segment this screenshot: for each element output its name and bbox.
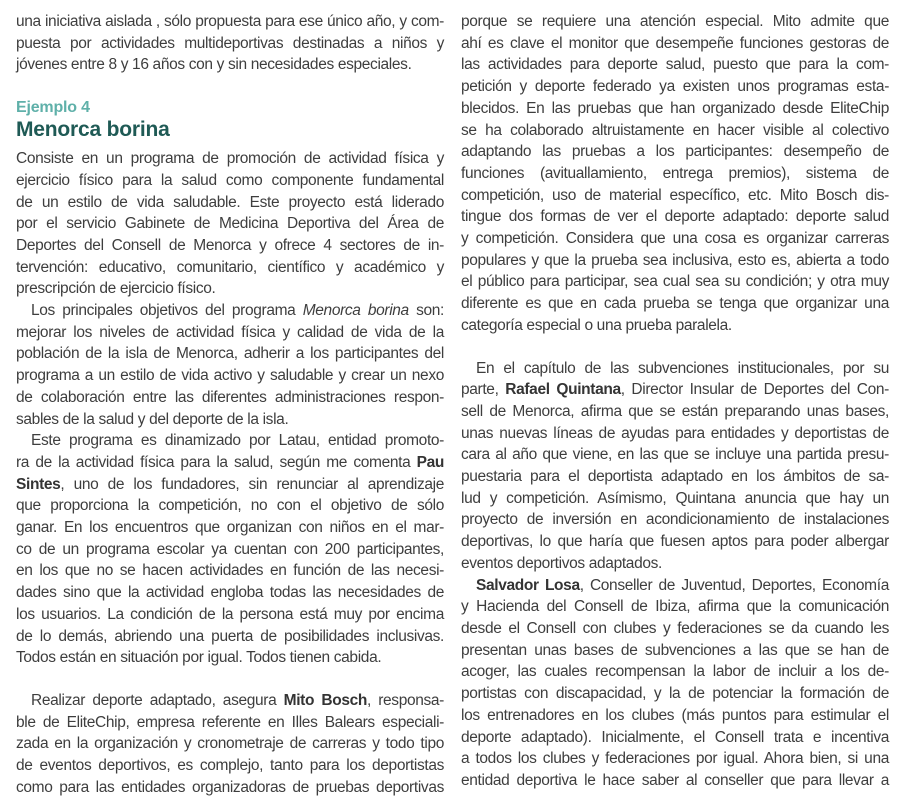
text-line: y Hacienda del Consell de Ibiza, afirma que la comunicación [461, 598, 889, 616]
text-line: parte, Rafael Quintana, Director Insular de Deportes del Con- [461, 381, 889, 399]
text-line: dades sino que la actividad engloba todas las necesidades de [16, 584, 444, 602]
text-line: cara al año que viene, en las que se incluye una partida presu- [461, 446, 889, 464]
text-line: blecidos. En las pruebas que han organizado desde EliteChip [461, 99, 889, 117]
text-line: y competición. Considera que una cosa es organizar carreras [461, 230, 889, 248]
text-line: que proporciona la competición, no con el objetivo de sólo [16, 497, 444, 515]
text-line: de colaboración entre las diferentes administraciones respon- [16, 388, 444, 406]
text-line: Consiste en un programa de promoción de actividad física y [16, 150, 444, 168]
text-line: eventos deportivos adaptados. [461, 554, 662, 572]
text-line: unas nuevas líneas de ayudas para entidades y deportistas de [461, 424, 889, 442]
paragraph [461, 575, 889, 792]
text-line: Sintes, uno de los fundadores, sin renunciar al aprendizaje [16, 475, 444, 493]
text-line: las actividades para deporte salud, puesto que para la com- [461, 56, 889, 74]
text-line: programa a un estilo de vida activo y saludable y crear un nexo [16, 367, 444, 385]
text-line: prescripción de ejercicio físico. [16, 280, 216, 298]
text-line: Todos están en situación por igual. Todos tienen cabida. [16, 649, 382, 667]
text-line: portistas con discapacidad, y la de potenciar la formación de [461, 685, 889, 703]
text-line: puesta por actividades multideportivas destinadas a niños y [16, 34, 444, 52]
text-line: competición, uso de material específico, etc. Mito Bosch dis- [461, 186, 889, 204]
text-line: ejercicio físico para la salud como componente fundamental [16, 171, 444, 189]
text-line: jóvenes entre 8 y 16 años con y sin necesidades especiales. [16, 56, 412, 74]
text-line: adaptando las pruebas a los participantes: desempeño de [461, 143, 889, 161]
paragraph [461, 11, 889, 337]
paragraph [16, 430, 444, 669]
text-line: los usuarios. La condición de la persona está muy por encima [16, 605, 444, 623]
text-line: población de la isla de Menorca, adherir a los participantes del [16, 345, 444, 363]
text-line: sell de Menorca, afirma que se están preparando unas bases, [461, 402, 889, 420]
text-line: ganar. En los encuentros que organizan con niños en el mar- [16, 519, 444, 537]
text-line: presentan unas bases de subvenciones a las que se han de [461, 641, 889, 659]
text-line: ble de EliteChip, empresa referente en Illes Balears especiali- [16, 713, 444, 731]
text-line: deportivas, lo que haría que fuesen aptos para poder albergar [461, 533, 889, 551]
text-line: porque se requiere una atención especial. Mito admite que [461, 13, 889, 30]
text-line: zada en la organización y cronometraje de carreras y todo tipo [16, 735, 444, 753]
paragraph [461, 358, 889, 575]
text-line: co de un programa escolar ya cuentan con 200 participantes, [16, 540, 444, 558]
text-line: diferente es que en cada prueba se tenga que organizar una [461, 295, 889, 313]
text-line: categoría especial o una prueba paralela. [461, 316, 732, 334]
text-line: mejorar los niveles de actividad física y calidad de vida de la [16, 323, 444, 341]
text-line: proyecto de inversión en acondicionamiento de instalaciones [461, 511, 889, 529]
text-line: Deportes del Consell de Menorca y ofrece 4 sectores de in- [16, 236, 444, 254]
text-line: Salvador Losa, Conseller de Juventud, Deportes, Economía [476, 576, 889, 594]
paragraph [16, 690, 444, 799]
text-line: Los principales objetivos del programa Menorca borina son: [31, 302, 444, 320]
paragraph [16, 300, 444, 430]
heading-kicker: Ejemplo 4 [16, 99, 90, 117]
text-line: por el servicio Gabinete de Medicina Deportiva del Área de [16, 215, 444, 233]
heading-title: Menorca borina [16, 118, 170, 142]
text-line: una iniciativa aislada , sólo propuesta para ese único año, y com- [16, 13, 444, 30]
text-line: funciones (avituallamiento, entrega premios), sistema de [461, 164, 889, 182]
text-line: de un estilo de vida saludable. Este proyecto está liderado [16, 193, 444, 211]
text-line: Este programa es dinamizado por Latau, entidad promoto- [31, 432, 444, 450]
text-line: de eventos deportivos, es complejo, tanto para los deportistas [16, 757, 444, 775]
text-line: ra de la actividad física para la salud, según me comenta Pau [16, 453, 444, 471]
paragraph [16, 148, 444, 300]
right-column [461, 11, 889, 803]
text-line: acoger, las cuales recompensan la labor de incluir a los de- [461, 663, 889, 681]
text-line: tervención: educativo, comunitario, científico y académico y [16, 258, 444, 276]
text-line: Realizar deporte adaptado, asegura Mito Bosch, responsa- [31, 691, 444, 709]
text-line: a todos los clubes y federaciones por igual. Ahora bien, si una [461, 750, 889, 768]
paragraph [16, 11, 444, 76]
text-line: el público para participar, sea cual sea su condición; y otra muy [461, 273, 889, 291]
text-line: populares y que la prueba sea inclusiva, esto es, abierta a todo [461, 251, 889, 269]
section-heading [16, 98, 444, 142]
text-line: sables de la salud y del deporte de la isla. [16, 410, 289, 428]
text-line: puestaria para el deportista adaptado en los ámbitos de sa- [461, 468, 889, 486]
text-line: ahí es clave el monitor que desempeñe funciones gestoras de [461, 34, 889, 52]
text-line: lud y competición. Asímismo, Quintana anuncia que hay un [461, 489, 889, 507]
left-column [16, 11, 444, 803]
text-line: como para las entidades organizadoras de pruebas deportivas [16, 778, 444, 796]
text-line: deporte adaptado). Inicialmente, el Consell trata e incentiva [461, 728, 889, 746]
text-line: En el capítulo de las subvenciones institucionales, por su [476, 359, 889, 377]
text-line: en los que no se hacen actividades en función de las necesi- [16, 562, 444, 580]
text-line: petición y deporte federado ya existen unos programas esta- [461, 78, 889, 96]
text-line: desde el Consell con clubes y federaciones se da cuando les [461, 619, 889, 637]
text-line: tingue dos formas de ver el deporte adaptado: deporte salud [461, 208, 889, 226]
text-line: entidad deportiva le hace saber al conseller que para llevar a [461, 771, 889, 789]
text-line: se ha colaborado altruistamente en hacer visible al colectivo [461, 121, 889, 139]
text-line: de lo demás, abriendo una puerta de posibilidades inclusivas. [16, 627, 444, 645]
text-line: los entrenadores en los clubes (más puntos para estimular el [461, 706, 889, 724]
